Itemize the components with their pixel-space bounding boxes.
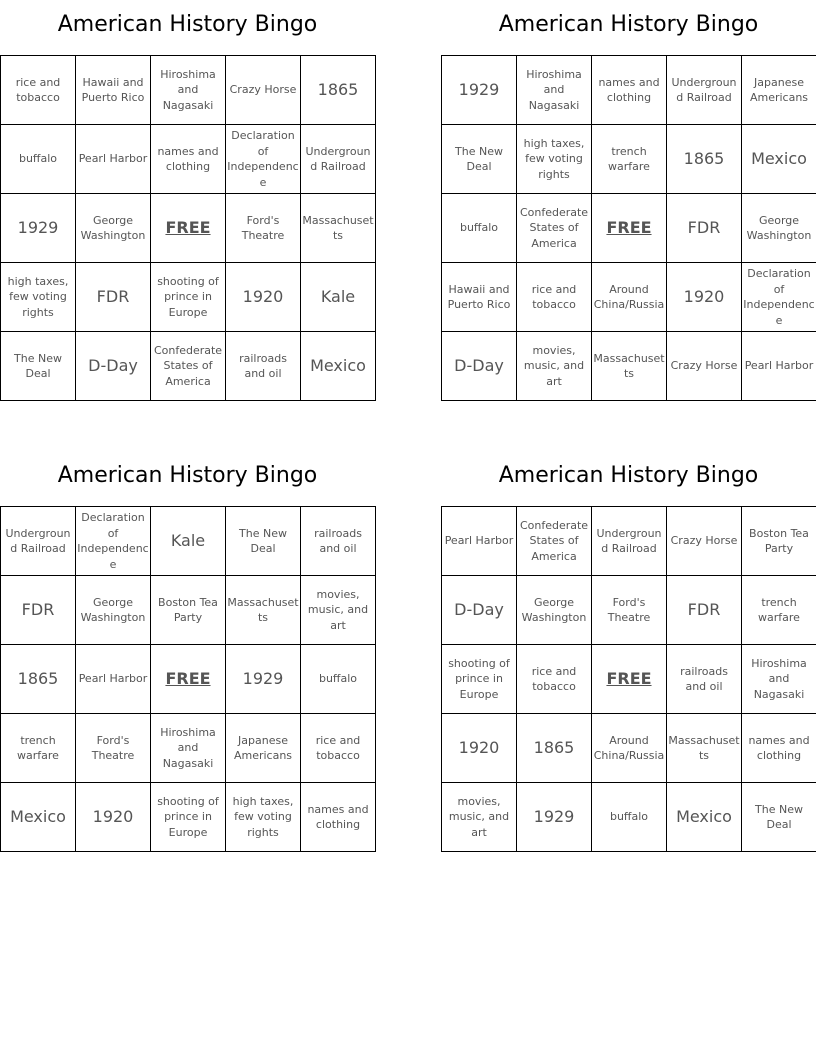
bingo-cell: Ford's Theatre xyxy=(76,714,151,783)
bingo-cell: FDR xyxy=(667,576,742,645)
bingo-cell: FDR xyxy=(76,263,151,332)
bingo-cell: Hiroshima and Nagasaki xyxy=(151,714,226,783)
bingo-row xyxy=(1,645,376,714)
card-title: American History Bingo xyxy=(498,463,759,488)
bingo-cell: 1920 xyxy=(76,783,151,852)
bingo-cell: shooting of prince in Europe xyxy=(151,263,226,332)
bingo-cell: Declaration of Independence xyxy=(742,263,816,332)
free-space: FREE xyxy=(151,194,226,263)
bingo-cell: Massachusetts xyxy=(592,332,667,401)
card-title: American History Bingo xyxy=(498,12,759,37)
bingo-cell: Mexico xyxy=(1,783,76,852)
bingo-row xyxy=(442,714,816,783)
bingo-row xyxy=(442,194,816,263)
bingo-cell: trench warfare xyxy=(742,576,816,645)
bingo-cell: Pearl Harbor xyxy=(442,507,517,576)
bingo-cell: Kale xyxy=(151,507,226,576)
bingo-cell: 1929 xyxy=(226,645,301,714)
bingo-cell: high taxes, few voting rights xyxy=(226,783,301,852)
bingo-cell: Japanese Americans xyxy=(742,56,816,125)
bingo-cell: 1865 xyxy=(667,125,742,194)
bingo-cell: Underground Railroad xyxy=(667,56,742,125)
bingo-cell: rice and tobacco xyxy=(1,56,76,125)
bingo-cell: trench warfare xyxy=(592,125,667,194)
bingo-cell: trench warfare xyxy=(1,714,76,783)
bingo-cell: Hiroshima and Nagasaki xyxy=(742,645,816,714)
bingo-cell: Crazy Horse xyxy=(667,332,742,401)
bingo-cell: buffalo xyxy=(592,783,667,852)
bingo-cell: 1865 xyxy=(517,714,592,783)
bingo-row xyxy=(442,332,816,401)
bingo-cell: Mexico xyxy=(742,125,816,194)
bingo-row xyxy=(1,125,376,194)
bingo-cell: high taxes, few voting rights xyxy=(517,125,592,194)
bingo-cell: George Washington xyxy=(517,576,592,645)
bingo-cell: movies, music, and art xyxy=(517,332,592,401)
bingo-cell: The New Deal xyxy=(226,507,301,576)
bingo-cell: Hiroshima and Nagasaki xyxy=(151,56,226,125)
bingo-cell: 1920 xyxy=(226,263,301,332)
bingo-cell: names and clothing xyxy=(742,714,816,783)
bingo-row xyxy=(1,783,376,852)
bingo-cell: Underground Railroad xyxy=(592,507,667,576)
bingo-cell: Around China/Russia xyxy=(592,714,667,783)
bingo-grid xyxy=(0,506,376,852)
bingo-cell: Crazy Horse xyxy=(226,56,301,125)
bingo-cell: Mexico xyxy=(667,783,742,852)
bingo-cell: Boston Tea Party xyxy=(151,576,226,645)
bingo-row xyxy=(1,332,376,401)
bingo-cell: Confederate States of America xyxy=(151,332,226,401)
bingo-row xyxy=(442,645,816,714)
bingo-row xyxy=(1,576,376,645)
bingo-cell: names and clothing xyxy=(592,56,667,125)
bingo-cell: FDR xyxy=(1,576,76,645)
bingo-row xyxy=(442,783,816,852)
bingo-cell: Ford's Theatre xyxy=(226,194,301,263)
bingo-cell: Hiroshima and Nagasaki xyxy=(517,56,592,125)
bingo-cell: Hawaii and Puerto Rico xyxy=(76,56,151,125)
bingo-row xyxy=(442,263,816,332)
bingo-cell: names and clothing xyxy=(301,783,376,852)
bingo-cell: railroads and oil xyxy=(301,507,376,576)
bingo-cell: The New Deal xyxy=(442,125,517,194)
bingo-cell: The New Deal xyxy=(1,332,76,401)
bingo-cell: 1920 xyxy=(442,714,517,783)
bingo-cell: Confederate States of America xyxy=(517,194,592,263)
bingo-cell: Underground Railroad xyxy=(1,507,76,576)
free-space: FREE xyxy=(592,645,667,714)
bingo-cell: D-Day xyxy=(76,332,151,401)
bingo-cell: rice and tobacco xyxy=(517,263,592,332)
bingo-cell: Underground Railroad xyxy=(301,125,376,194)
bingo-cell: names and clothing xyxy=(151,125,226,194)
bingo-cell: Kale xyxy=(301,263,376,332)
bingo-cell: shooting of prince in Europe xyxy=(442,645,517,714)
bingo-row xyxy=(1,714,376,783)
bingo-cell: Pearl Harbor xyxy=(742,332,816,401)
bingo-cell: Hawaii and Puerto Rico xyxy=(442,263,517,332)
bingo-cell: Crazy Horse xyxy=(667,507,742,576)
bingo-row xyxy=(442,125,816,194)
bingo-row xyxy=(1,56,376,125)
free-space: FREE xyxy=(151,645,226,714)
bingo-cell: movies, music, and art xyxy=(301,576,376,645)
bingo-cell: 1865 xyxy=(1,645,76,714)
bingo-cell: Japanese Americans xyxy=(226,714,301,783)
bingo-cell: rice and tobacco xyxy=(517,645,592,714)
card-title: American History Bingo xyxy=(57,12,318,37)
bingo-cell: Massachusetts xyxy=(226,576,301,645)
bingo-row xyxy=(442,576,816,645)
bingo-cell: rice and tobacco xyxy=(301,714,376,783)
card-title: American History Bingo xyxy=(57,463,318,488)
bingo-cell: Boston Tea Party xyxy=(742,507,816,576)
bingo-cell: 1865 xyxy=(301,56,376,125)
bingo-cell: high taxes, few voting rights xyxy=(1,263,76,332)
free-space: FREE xyxy=(592,194,667,263)
bingo-cell: Ford's Theatre xyxy=(592,576,667,645)
bingo-cell: Mexico xyxy=(301,332,376,401)
bingo-cell: railroads and oil xyxy=(226,332,301,401)
bingo-grid xyxy=(0,55,376,401)
bingo-cell: Declaration of Independence xyxy=(76,507,151,576)
bingo-row xyxy=(1,263,376,332)
bingo-cell: shooting of prince in Europe xyxy=(151,783,226,852)
bingo-grid xyxy=(441,506,816,852)
bingo-cell: buffalo xyxy=(1,125,76,194)
bingo-cell: 1929 xyxy=(517,783,592,852)
bingo-cell: George Washington xyxy=(76,194,151,263)
bingo-cell: Around China/Russia xyxy=(592,263,667,332)
bingo-row xyxy=(442,507,816,576)
bingo-cell: movies, music, and art xyxy=(442,783,517,852)
bingo-cell: railroads and oil xyxy=(667,645,742,714)
bingo-cell: Confederate States of America xyxy=(517,507,592,576)
bingo-cell: Pearl Harbor xyxy=(76,645,151,714)
bingo-cell: Pearl Harbor xyxy=(76,125,151,194)
bingo-cell: Declaration of Independence xyxy=(226,125,301,194)
bingo-row xyxy=(442,56,816,125)
bingo-cell: Massachusetts xyxy=(667,714,742,783)
bingo-cell: 1920 xyxy=(667,263,742,332)
bingo-cell: Massachusetts xyxy=(301,194,376,263)
bingo-row xyxy=(1,507,376,576)
bingo-cell: 1929 xyxy=(442,56,517,125)
bingo-grid xyxy=(441,55,816,401)
bingo-cell: 1929 xyxy=(1,194,76,263)
bingo-cell: George Washington xyxy=(742,194,816,263)
bingo-cell: FDR xyxy=(667,194,742,263)
bingo-cell: buffalo xyxy=(301,645,376,714)
bingo-cell: D-Day xyxy=(442,332,517,401)
bingo-cell: The New Deal xyxy=(742,783,816,852)
bingo-cell: buffalo xyxy=(442,194,517,263)
bingo-cell: George Washington xyxy=(76,576,151,645)
bingo-row xyxy=(1,194,376,263)
bingo-cell: D-Day xyxy=(442,576,517,645)
